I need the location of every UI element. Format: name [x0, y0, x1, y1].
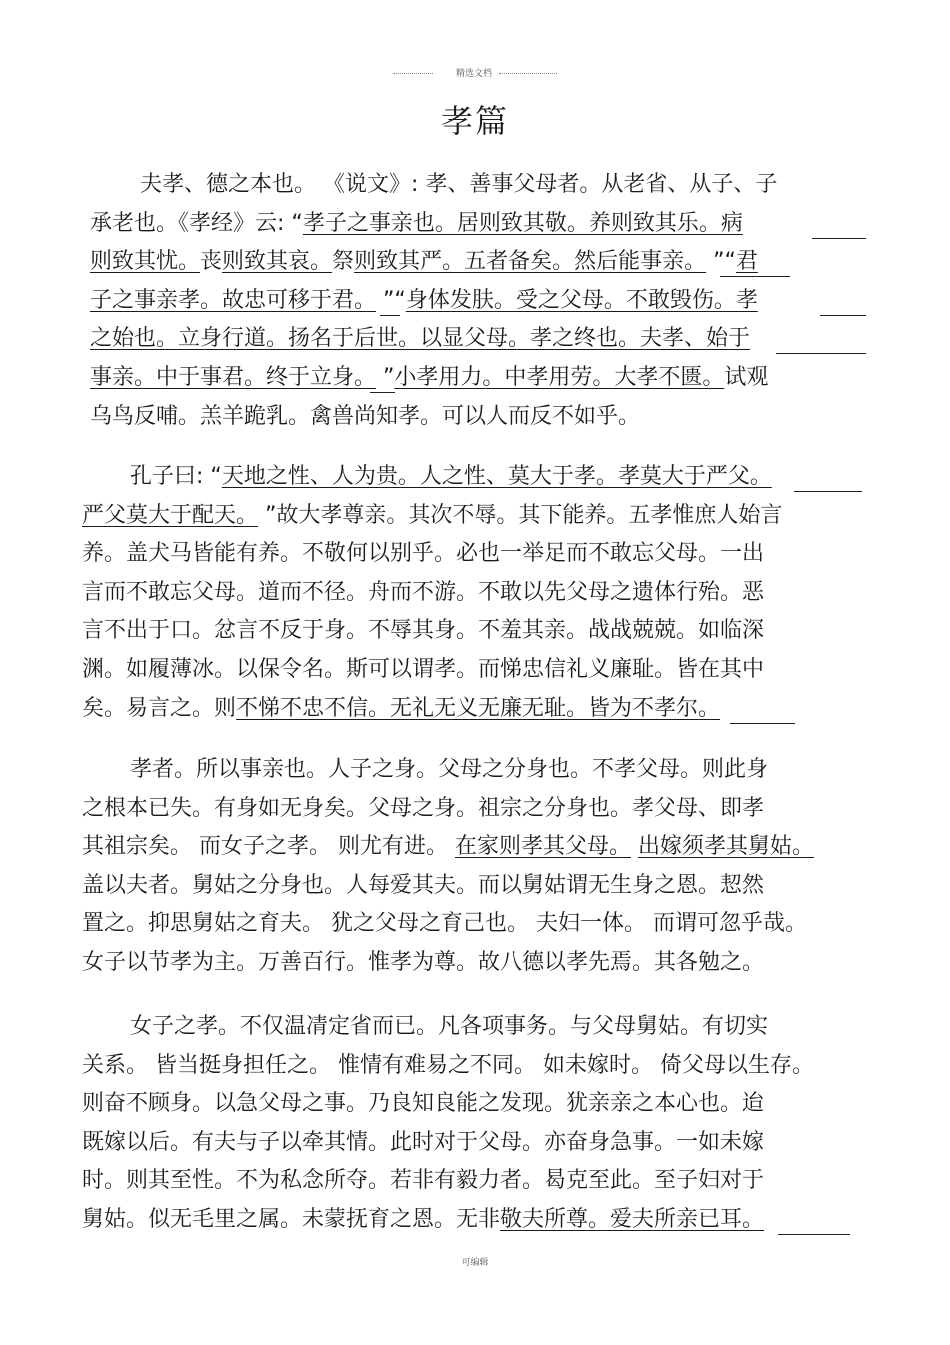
text-span: 矣。易言之。则	[82, 695, 237, 721]
text-span: 盖以夫者。舅姑之分身也。人每爱其夫。而以舅姑谓无生身之恩。恝然	[82, 872, 765, 898]
text-span: 置之。抑思舅姑之育夫。 犹之父母之育己也。 夫妇一体。 而谓可忽乎哉。	[82, 911, 807, 937]
text-span: 女子以节孝为主。万善百行。惟孝为尊。故八德以孝先焉。其各勉之。	[82, 950, 765, 975]
underline-rule	[812, 238, 866, 239]
text-line	[130, 462, 772, 492]
underline-rule	[794, 491, 862, 492]
text-line	[130, 1012, 768, 1042]
underlined-text: 子之事亲孝。故忠可移于君。	[90, 287, 377, 313]
underlined-text: 出嫁须孝其舅姑。	[638, 834, 815, 860]
text-span: ”	[376, 365, 395, 390]
text-line	[90, 324, 750, 354]
text-line	[82, 871, 764, 901]
text-span: ”故大孝尊亲。其次不辱。其下能养。五孝惟庶人始言	[258, 502, 783, 528]
text-span: 养。盖犬马皆能有养。不敬何以别乎。必也一举足而不敢忘父母。一出	[82, 541, 765, 567]
underlined-text: 则致其哀。	[222, 249, 333, 275]
text-line	[82, 1166, 764, 1196]
text-span	[631, 834, 638, 859]
text-span: 祭	[332, 249, 355, 275]
text-line	[82, 1089, 764, 1119]
underlined-text: 君	[735, 249, 758, 275]
text-span: 承老也。《孝经》云: “	[90, 210, 303, 236]
text-span: 关系。 皆当挺身担任之。 惟情有难易之不同。 如未嫁时。 倚父母以生存。	[82, 1052, 814, 1078]
text-span: 渊。如履薄冰。以保令名。斯可以谓孝。而悌忠信礼义廉耻。皆在其中	[82, 657, 765, 682]
underline-rule	[380, 315, 400, 316]
text-line	[82, 1205, 764, 1235]
text-line	[82, 501, 782, 531]
underlined-text: 则致其忧。	[90, 249, 201, 275]
underline-rule	[776, 353, 866, 354]
underline-rule	[370, 392, 395, 393]
underline-rule	[820, 315, 866, 316]
text-span: 孝者。所以事亲也。人子之身。父母之分身也。不孝父母。则此身	[130, 757, 769, 782]
header-rule-right	[499, 73, 557, 74]
text-span: 舅姑。似无毛里之属。未蒙抚育之恩。无非	[82, 1207, 501, 1232]
text-line	[82, 1051, 814, 1081]
text-line	[90, 286, 758, 316]
text-span: 试观	[724, 365, 769, 390]
text-span: 言不出于口。忿言不反于身。不辱其身。不羞其亲。战战兢兢。如临深	[82, 618, 765, 644]
underlined-text: 立身行道。扬名于后世。以显父母。孝之终也。夫孝、始于	[178, 326, 751, 352]
text-span: ”“	[706, 249, 736, 275]
text-span: 丧	[200, 249, 223, 275]
text-span: ”“	[376, 287, 406, 313]
text-line	[82, 909, 807, 939]
text-span: 时。则其至性。不为私念所夺。若非有毅力者。曷克至此。至子妇对于	[82, 1168, 765, 1194]
text-line	[82, 616, 764, 646]
page-title: 孝篇	[440, 102, 509, 140]
underlined-text: 五者备矣。然后能事亲。	[464, 249, 707, 275]
page-header	[0, 66, 950, 79]
underline-rule	[778, 1234, 850, 1235]
text-span: 言而不敢忘父母。道而不径。舟而不游。不敢以先父母之遗体行殆。恶	[82, 579, 765, 605]
text-span: 其祖宗矣。 而女子之孝。 则尤有进。	[82, 834, 455, 860]
text-span: 乌鸟反哺。羔羊跪乳。禽兽尚知孝。可以人而反不如乎。	[90, 403, 641, 429]
underlined-text: 孝子之事亲也。居则致其敬。养则致其乐。病	[302, 210, 743, 236]
text-line	[140, 170, 777, 200]
underline-rule	[720, 276, 790, 277]
text-line	[82, 539, 764, 569]
text-span: 夫孝、德之本也。 《说文》: 孝、善事父母者。从老省、从子、子	[140, 172, 778, 197]
underlined-text: 事亲。中于事君。终于立身。	[90, 365, 377, 390]
page-footer: 可编辑	[461, 1258, 489, 1268]
underlined-text: 则致其严。	[354, 249, 465, 275]
underlined-text: 天地之性、人为贵。人之性、莫大于孝。孝莫大于严父。	[221, 464, 772, 489]
underlined-text: 之始也。	[90, 326, 179, 352]
text-line	[82, 794, 764, 824]
text-span: 既嫁以后。有夫与子以牵其情。此时对于父母。亦奋身急事。一如未嫁	[82, 1129, 765, 1155]
text-span: 则奋不顾身。以急父母之事。乃良知良能之发现。犹亲亲之本心也。迨	[82, 1091, 765, 1117]
text-line	[82, 694, 720, 724]
underlined-text: 严父莫大于配天。	[82, 502, 259, 528]
underline-rule	[730, 723, 795, 724]
text-line	[82, 832, 814, 862]
text-line	[82, 655, 764, 685]
text-span: 女子之孝。不仅温凊定省而已。凡各项事务。与父母舅姑。有切实	[130, 1014, 769, 1039]
text-line	[82, 1128, 764, 1158]
text-span: 之根本已失。有身如无身矣。父母之身。祖宗之分身也。孝父母、即孝	[82, 795, 765, 821]
text-line	[90, 363, 768, 393]
underlined-text: 在家则孝其父母。	[454, 834, 631, 860]
text-line	[90, 209, 743, 239]
text-line	[82, 578, 764, 608]
text-line	[90, 402, 640, 432]
underlined-text: 小孝用力。中孝用劳。大孝不匮。	[394, 365, 725, 390]
text-line	[82, 948, 764, 978]
underlined-text: 身体发肤。受之父母。不敢毁伤。孝	[405, 287, 758, 313]
underlined-text: 敬夫所尊。爱夫所亲已耳。	[500, 1207, 765, 1232]
header-rule-left	[393, 73, 433, 74]
text-line	[130, 755, 768, 785]
text-line	[90, 247, 758, 277]
text-span: 孔子曰: “	[130, 464, 222, 489]
header-text: 精选文档	[455, 69, 492, 79]
underlined-text: 不悌不忠不信。无礼无义无廉无耻。皆为不孝尔。	[236, 695, 721, 721]
